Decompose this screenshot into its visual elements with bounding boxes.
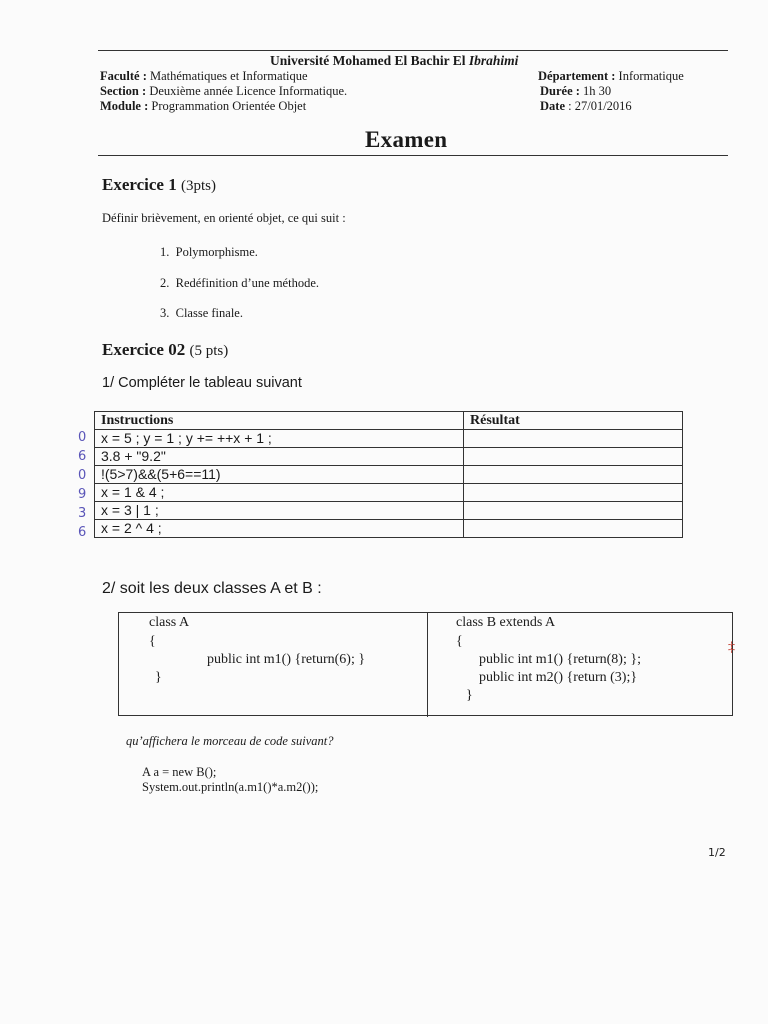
exercise2-part2: 2/ soit les deux classes A et B : — [102, 580, 322, 597]
class-b-line: { — [456, 634, 463, 649]
list-item: 2. Redéfinition d’une méthode. — [160, 276, 319, 290]
pencil-mark-icon: ‡ — [728, 640, 735, 655]
class-a-line: } — [155, 670, 162, 685]
section-line: Section : Deuxième année Licence Informatique. — [100, 84, 348, 98]
classes-box — [118, 612, 733, 716]
date-line: Date : 27/01/2016 — [540, 99, 632, 113]
handwritten-mark: 0 — [78, 430, 87, 445]
handwritten-mark: 3 — [78, 506, 87, 521]
table-row — [95, 520, 683, 538]
module-line: Module : Programmation Orientée Objet — [100, 99, 307, 113]
page-title: Examen — [365, 127, 448, 152]
instruction-cell: !(5>7)&&(5+6==11) — [95, 466, 464, 484]
exercise2-title: Exercice 02 (5 pts) — [102, 340, 229, 359]
result-cell — [464, 448, 683, 466]
result-cell — [464, 520, 683, 538]
list-item: 1. Polymorphisme. — [160, 245, 258, 259]
instruction-cell: x = 5 ; y = 1 ; y += ++x + 1 ; — [95, 430, 464, 448]
table-row — [95, 466, 683, 484]
duration-line: Durée : 1h 30 — [540, 84, 612, 98]
column-header: Résultat — [464, 412, 683, 430]
result-cell — [464, 430, 683, 448]
list-item: 3. Classe finale. — [160, 306, 243, 320]
handwritten-mark: 6 — [78, 525, 87, 540]
university-name: Université Mohamed El Bachir El Ibrahimi — [270, 53, 519, 68]
table-row — [95, 448, 683, 466]
handwritten-mark: 9 — [78, 487, 87, 502]
exercise1-title: Exercice 1 (3pts) — [102, 175, 216, 194]
instruction-cell: x = 1 & 4 ; — [95, 484, 464, 502]
class-a-line: public int m1() {return(6); } — [207, 652, 366, 667]
class-b-line: public int m1() {return(8); }; — [479, 652, 641, 667]
table-row — [95, 484, 683, 502]
class-b-line: public int m2() {return (3);} — [479, 670, 638, 685]
department-line: Département : Informatique — [538, 69, 684, 83]
exercise1-prompt: Définir brièvement, en orienté objet, ce qui suit : — [102, 211, 346, 225]
class-b-line: class B extends A — [456, 615, 556, 630]
instruction-cell: 3.8 + "9.2" — [95, 448, 464, 466]
handwritten-mark: 0 — [78, 468, 87, 483]
faculty-line: Faculté : Mathématiques et Informatique — [100, 69, 308, 83]
class-a-line: { — [149, 634, 156, 649]
instruction-cell: x = 3 | 1 ; — [95, 502, 464, 520]
instruction-cell: x = 2 ^ 4 ; — [95, 520, 464, 538]
result-cell — [464, 484, 683, 502]
exercise2-part1: 1/ Compléter le tableau suivant — [102, 375, 302, 391]
handwritten-mark: 6 — [78, 449, 87, 464]
class-a-line: class A — [149, 615, 190, 630]
class-b-line: } — [466, 688, 473, 703]
exercise2-question: qu’affichera le morceau de code suivant? — [126, 734, 334, 748]
code-line: System.out.println(a.m1()*a.m2()); — [142, 780, 319, 794]
column-header: Instructions — [95, 412, 464, 430]
table-header-row — [95, 412, 683, 430]
table-row — [95, 502, 683, 520]
column-divider — [427, 613, 428, 717]
table-row — [95, 430, 683, 448]
result-cell — [464, 502, 683, 520]
code-line: A a = new B(); — [142, 765, 217, 779]
result-cell — [464, 466, 683, 484]
page-number: 1/2 — [708, 846, 726, 859]
instructions-table — [94, 411, 683, 538]
